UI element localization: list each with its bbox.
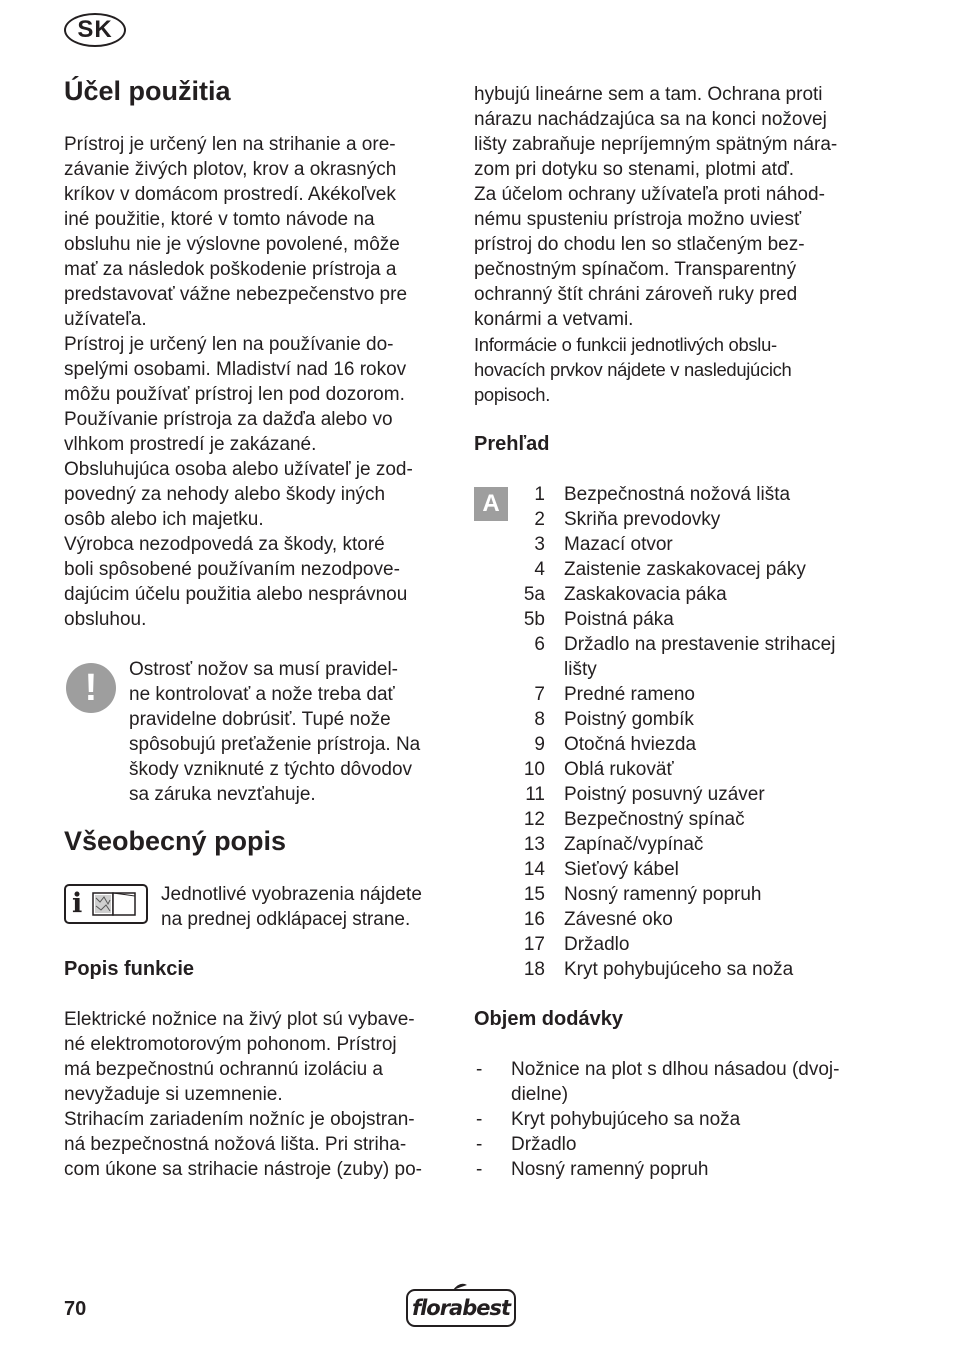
text-line: Informácie o funkcii jednotlivých obslu- xyxy=(474,334,777,355)
delivery-item xyxy=(474,1057,866,1107)
overview-item xyxy=(508,857,864,882)
text-line: Prístroj je určený len na používanie do- xyxy=(64,334,394,355)
logo-text: florabest xyxy=(411,1296,511,1320)
text-line: Výrobca nezodpovedá za škody, ktoré xyxy=(64,534,385,555)
warning-text xyxy=(129,657,420,807)
text-line: hovacích prvkov nájdete v nasledujúcich xyxy=(474,359,792,380)
text-line: pravidelne dobrúsiť. Tupé nože xyxy=(129,709,391,730)
overview-item-label: Poistný gombík xyxy=(564,709,694,730)
overview-list xyxy=(508,482,864,982)
text-line: pečnostným spínačom. Transparentný xyxy=(474,259,797,280)
overview-item xyxy=(508,607,864,632)
subtitle-overview: Prehľad xyxy=(474,433,550,455)
text-line: obsluhu nie je výslovne povolené, môže xyxy=(64,234,400,255)
overview-item-number: 8 xyxy=(534,709,545,730)
overview-item xyxy=(508,557,864,582)
text-line: boli spôsobené používaním nezodpove- xyxy=(64,559,400,580)
text-line: prístroj do chodu len so stlačeným bez- xyxy=(474,234,805,255)
overview-item xyxy=(508,507,864,532)
text-line: môžu používať prístroj len pod dozorom. xyxy=(64,384,405,405)
overview-item xyxy=(508,832,864,857)
overview-item-label: Zaskakovacia páka xyxy=(564,584,727,605)
overview-item xyxy=(508,707,864,732)
overview-item-label: Nosný ramenný popruh xyxy=(564,884,762,905)
overview-item-label: Bezpečnostný spínač xyxy=(564,809,745,830)
text-line: povedný za nehody alebo škody iných xyxy=(64,484,386,505)
text-line: Jednotlivé vyobrazenia nájdete xyxy=(161,884,422,905)
overview-item-number: 10 xyxy=(523,759,545,780)
text-line: obsluhou. xyxy=(64,609,147,630)
overview-item-number: 17 xyxy=(523,934,545,955)
text-line: sa záruka nevzťahuje. xyxy=(129,784,316,805)
info-text xyxy=(161,882,422,932)
text-line: škody vzniknuté z týchto dôvodov xyxy=(129,759,413,780)
overview-item-number: 3 xyxy=(534,534,545,555)
text-line: spôsobujú preťaženie prístroja. Na xyxy=(129,734,421,755)
delivery-item-label: Držadlo xyxy=(511,1134,577,1155)
overview-item xyxy=(508,757,864,782)
overview-item xyxy=(508,682,864,707)
overview-item xyxy=(508,932,864,957)
function-text xyxy=(64,1007,422,1182)
purpose-text xyxy=(64,132,413,632)
overview-item-label: Poistný posuvný uzáver xyxy=(564,784,765,805)
text-line: Ostrosť nožov sa musí pravidel- xyxy=(129,659,398,680)
text-line: na prednej odklápacej strane. xyxy=(161,909,411,930)
delivery-item-label: Kryt pohybujúceho sa noža xyxy=(511,1109,741,1130)
overview-item-number: 15 xyxy=(523,884,545,905)
overview-item xyxy=(508,582,864,607)
subtitle-function-description: Popis funkcie xyxy=(64,958,195,980)
text-line: Prístroj je určený len na strihanie a ore- xyxy=(64,134,396,155)
text-line: popisoch. xyxy=(474,384,551,405)
overview-item-label: Poistná páka xyxy=(564,609,674,630)
delivery-item-dash: - xyxy=(476,1159,483,1180)
figure-a-label: A xyxy=(474,487,508,521)
overview-item-number: 13 xyxy=(523,834,545,855)
delivery-item xyxy=(474,1157,866,1182)
text-line: ochranný štít chráni zároveň ruky pred xyxy=(474,284,798,305)
delivery-item-dash: - xyxy=(476,1059,483,1080)
text-line: Elektrické nožnice na živý plot sú vybave- xyxy=(64,1009,415,1030)
text-line: vlhkom prostredí je zakázané. xyxy=(64,434,317,455)
overview-item xyxy=(508,482,864,507)
text-line: Používanie prístroja za dažďa alebo vo xyxy=(64,409,393,430)
text-line: com úkone sa strihacie nástroje (zuby) po- xyxy=(64,1159,422,1180)
text-line: závanie živých plotov, krov a okrasných xyxy=(64,159,397,180)
delivery-list xyxy=(474,1057,866,1182)
overview-item-number: 5a xyxy=(523,584,545,605)
florabest-logo xyxy=(406,1289,516,1327)
text-line: Obsluhujúca osoba alebo užívateľ je zod- xyxy=(64,459,413,480)
page-number: 70 xyxy=(64,1298,87,1320)
text-line: iné použitie, ktoré v tomto návode na xyxy=(64,209,375,230)
overview-item-number: 4 xyxy=(534,559,545,580)
overview-item-number: 6 xyxy=(534,634,545,655)
text-line: dajúcim účelu použitia alebo nesprávnou xyxy=(64,584,408,605)
delivery-item-dash: - xyxy=(476,1109,483,1130)
delivery-item-label: Nosný ramenný popruh xyxy=(511,1159,709,1180)
overview-item-number: 5b xyxy=(523,609,545,630)
section-title-general-description: Všeobecný popis xyxy=(64,826,287,856)
overview-item xyxy=(508,782,864,807)
overview-item xyxy=(508,632,864,682)
text-line: nému spusteniu prístroja možno uviesť xyxy=(474,209,802,230)
overview-item-label: Kryt pohybujúceho sa noža xyxy=(564,959,794,980)
overview-item-label: Držadlo na prestavenie strihacej lišty xyxy=(564,634,836,680)
text-line: užívateľa. xyxy=(64,309,147,330)
warning-icon: ! xyxy=(66,663,116,713)
overview-item-label: Mazací otvor xyxy=(564,534,673,555)
text-line: ná bezpečnostná nožová lišta. Pri striha- xyxy=(64,1134,407,1155)
overview-item-number: 1 xyxy=(534,484,545,505)
overview-item-number: 14 xyxy=(523,859,545,880)
overview-item-label: Otočná hviezda xyxy=(564,734,697,755)
text-line: mať za následok poškodenie prístroja a xyxy=(64,259,397,280)
overview-item xyxy=(508,732,864,757)
text-line: Strihacím zariadením nožníc je obojstran- xyxy=(64,1109,415,1130)
text-line: hybujú lineárne sem a tam. Ochrana proti xyxy=(474,84,823,105)
overview-item-label: Bezpečnostná nožová lišta xyxy=(564,484,791,505)
text-line: ne kontrolovať a nože treba dať xyxy=(129,684,395,705)
overview-item-number: 12 xyxy=(523,809,545,830)
text-line: zom pri dotyku so stenami, plotmi atď. xyxy=(474,159,795,180)
text-line: má bezpečnostnú ochrannú izoláciu a xyxy=(64,1059,383,1080)
text-line: osôb alebo ich majetku. xyxy=(64,509,264,530)
overview-item-label: Skriňa prevodovky xyxy=(564,509,721,530)
section-title-purpose: Účel použitia xyxy=(64,76,231,106)
overview-item-number: 16 xyxy=(523,909,545,930)
overview-item-number: 2 xyxy=(534,509,545,530)
subtitle-delivery-scope: Objem dodávky xyxy=(474,1008,623,1030)
overview-item-label: Oblá rukoväť xyxy=(564,759,674,780)
overview-item xyxy=(508,807,864,832)
overview-item-label: Predné rameno xyxy=(564,684,695,705)
overview-item xyxy=(508,882,864,907)
text-line: kríkov v domácom prostredí. Akékoľvek xyxy=(64,184,396,205)
text-line: nevyžaduje si uzemnenie. xyxy=(64,1084,283,1105)
delivery-item xyxy=(474,1107,866,1132)
function-text-continued xyxy=(474,82,837,332)
overview-item-number: 11 xyxy=(525,784,545,805)
overview-item-number: 7 xyxy=(534,684,545,705)
text-line: predstavovať vážne nebezpečenstvo pre xyxy=(64,284,408,305)
overview-item-number: 9 xyxy=(534,734,545,755)
text-line: né elektromotorovým pohonom. Prístroj xyxy=(64,1034,397,1055)
text-line: lišty zabraňuje nepríjemným spätným nára- xyxy=(474,134,838,155)
overview-item-label: Sieťový kábel xyxy=(564,859,679,880)
text-line: Za účelom ochrany užívateľa proti náhod- xyxy=(474,184,825,205)
overview-item-label: Zaistenie zaskakovacej páky xyxy=(564,559,806,580)
info-book-icon: i xyxy=(64,884,148,924)
overview-item-number: 18 xyxy=(523,959,545,980)
text-line: nárazu nachádzajúca sa na konci nožovej xyxy=(474,109,827,130)
overview-item-label: Závesné oko xyxy=(564,909,673,930)
text-line: konármi a vetvami. xyxy=(474,309,634,330)
text-line: spelými osobami. Mladiství nad 16 rokov xyxy=(64,359,407,380)
delivery-item-dash: - xyxy=(476,1134,483,1155)
overview-item xyxy=(508,907,864,932)
overview-item-label: Zapínač/vypínač xyxy=(564,834,704,855)
overview-item-label: Držadlo xyxy=(564,934,630,955)
overview-item xyxy=(508,532,864,557)
overview-item xyxy=(508,957,864,982)
delivery-item xyxy=(474,1132,866,1157)
controls-info-text xyxy=(474,332,791,407)
language-badge: SK xyxy=(64,13,126,47)
delivery-item-label: Nožnice na plot s dlhou násadou (dvoj-dielne) xyxy=(511,1059,840,1105)
